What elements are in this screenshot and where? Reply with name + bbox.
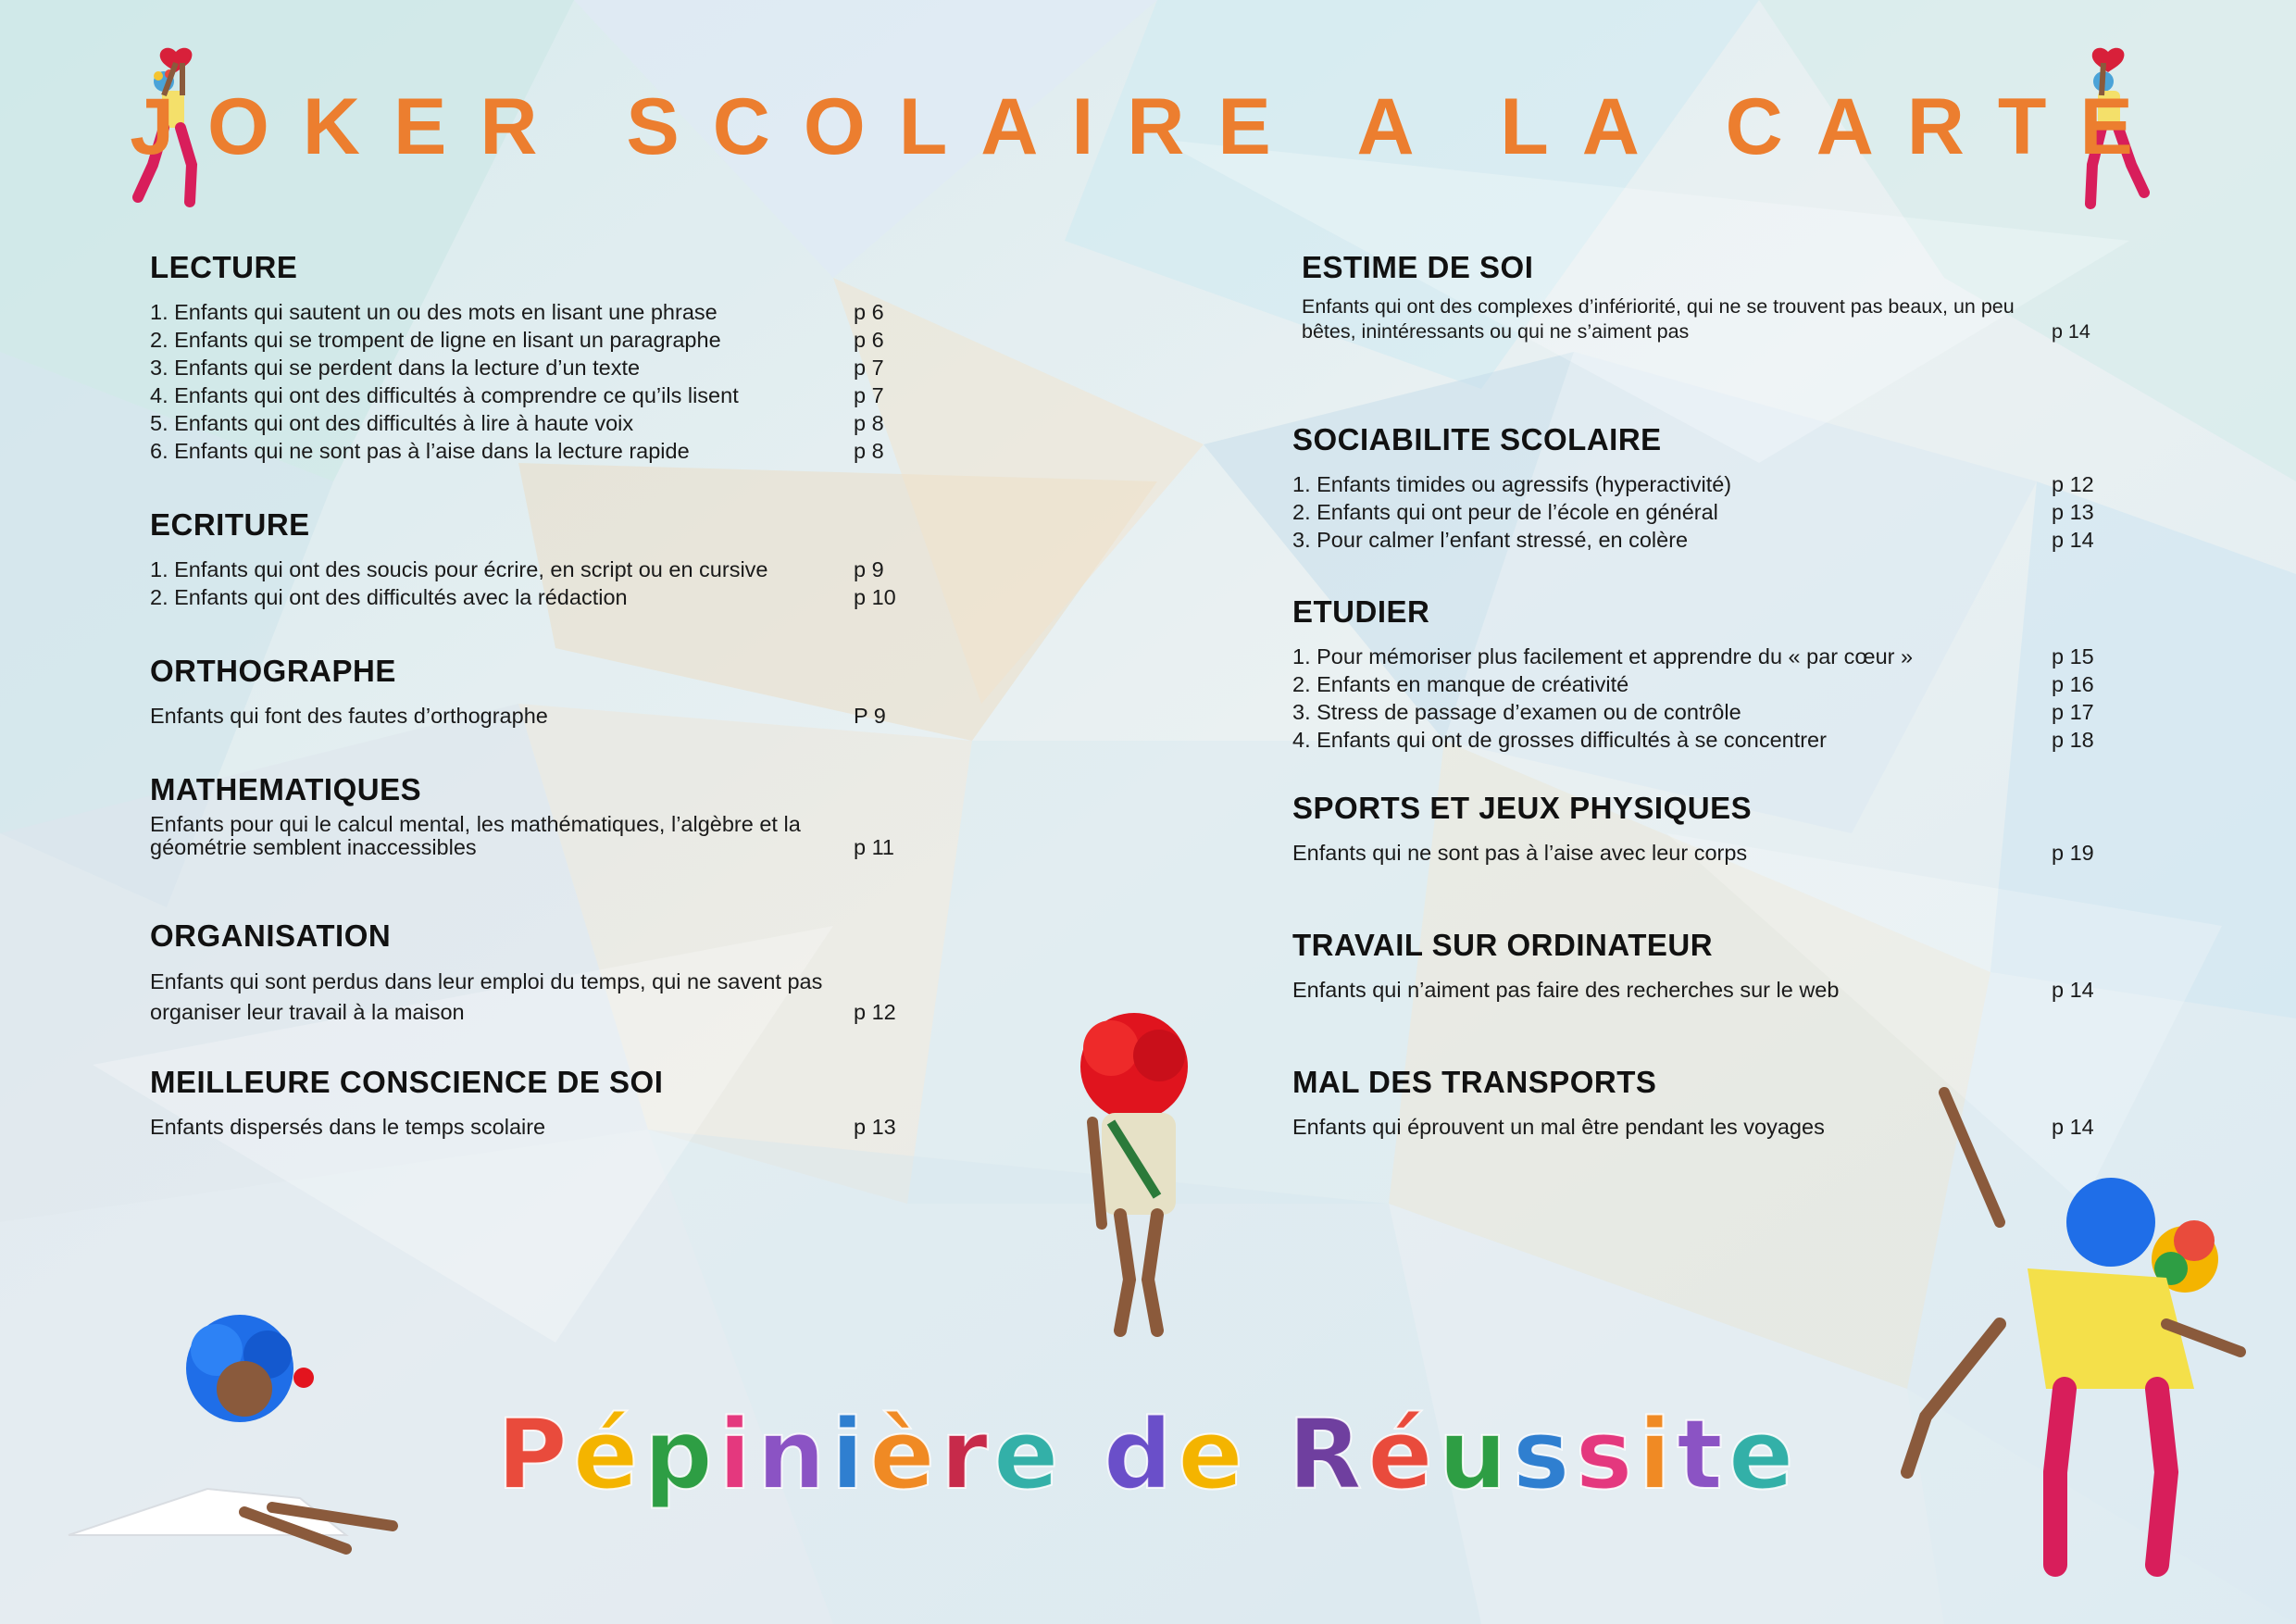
- item-page: P 9: [854, 704, 886, 728]
- item-text: 5. Enfants qui ont des difficultés à lire à haute voix: [150, 411, 634, 435]
- section-heading: MEILLEURE CONSCIENCE DE SOI: [150, 1065, 664, 1099]
- brand-letter: R: [1288, 1398, 1368, 1511]
- item-text: Enfants pour qui le calcul mental, les mathématiques, l’algèbre et la géométrie semblent inaccessibles: [150, 812, 801, 859]
- section-ecriture: [150, 507, 909, 611]
- item-page: p 14: [2052, 1115, 2094, 1139]
- item-text: 2. Enfants qui ont des difficultés avec la rédaction: [150, 585, 628, 609]
- item-page: p 11: [854, 835, 894, 859]
- item-page: p 12: [854, 1000, 896, 1024]
- brand-space: [1065, 1398, 1104, 1511]
- item-page: p 17: [2052, 700, 2094, 724]
- item-page: p 7: [854, 383, 884, 407]
- item-text: 1. Enfants qui sautent un ou des mots en lisant une phrase: [150, 300, 718, 324]
- section-lecture: [150, 250, 909, 465]
- brand-letter: r: [940, 1398, 994, 1511]
- list-item: [150, 326, 909, 354]
- list-item: [1292, 1113, 2107, 1141]
- list-item: [150, 409, 909, 437]
- item-text: Enfants dispersés dans le temps scolaire: [150, 1115, 546, 1139]
- brand-letter: e: [993, 1398, 1065, 1511]
- section-organisation: [150, 918, 909, 1028]
- list-item: [1292, 726, 2107, 754]
- item-page: p 15: [2052, 644, 2094, 668]
- item-text: 2. Enfants en manque de créativité: [1292, 672, 1629, 696]
- item-text: 4. Enfants qui ont de grosses difficultés à se concentrer: [1292, 728, 1827, 752]
- list-item: [150, 437, 909, 465]
- item-page: p 10: [854, 585, 896, 609]
- list-item: [150, 813, 909, 859]
- list-item: [1292, 839, 2107, 867]
- list-item: [150, 702, 909, 730]
- list-item: [150, 381, 909, 409]
- brand-letter: i: [830, 1398, 870, 1511]
- section-estime-de-soi: [1302, 250, 2107, 344]
- brand-letter: s: [1575, 1398, 1639, 1511]
- item-text: 3. Stress de passage d’examen ou de contrôle: [1292, 700, 1741, 724]
- section-heading: ORGANISATION: [150, 918, 392, 953]
- section-mal-des-transports: [1292, 1065, 2107, 1141]
- item-text: Enfants qui sont perdus dans leur emploi du temps, qui ne savent pas organiser leur travail à la maison: [150, 969, 823, 1024]
- item-page: p 18: [2052, 728, 2094, 752]
- item-text: 1. Enfants timides ou agressifs (hyperactivité): [1292, 472, 1732, 496]
- page-title: JOKER SCOLAIRE A LA CARTE: [130, 82, 2166, 171]
- section-heading: SOCIABILITE SCOLAIRE: [1292, 422, 1662, 456]
- brand-letter: p: [643, 1398, 718, 1511]
- brand-letter: e: [1728, 1398, 1800, 1511]
- brand-letter: é: [572, 1398, 644, 1511]
- section-heading: SPORTS ET JEUX PHYSIQUES: [1292, 791, 1753, 825]
- item-page: p 7: [854, 356, 884, 380]
- section-heading: TRAVAIL SUR ORDINATEUR: [1292, 928, 1714, 962]
- item-text: 4. Enfants qui ont des difficultés à comprendre ce qu’ils lisent: [150, 383, 739, 407]
- list-item: [150, 556, 909, 583]
- list-item: [150, 583, 909, 611]
- brand-letter: P: [496, 1398, 573, 1511]
- item-page: p 13: [2052, 500, 2094, 524]
- brand-letter: i: [1638, 1398, 1678, 1511]
- section-orthographe: [150, 654, 909, 730]
- item-text: 3. Enfants qui se perdent dans la lecture d’un texte: [150, 356, 641, 380]
- list-item: [150, 354, 909, 381]
- item-page: p 14: [2052, 978, 2094, 1002]
- item-page: p 6: [854, 328, 884, 352]
- section-sociabilite-scolaire: [1292, 422, 2107, 554]
- item-page: p 8: [854, 439, 884, 463]
- brand-letter: t: [1677, 1398, 1728, 1511]
- item-text: Enfants qui ont des complexes d’infériorité, qui ne se trouvent pas beaux, un peu bêtes, inintéressants ou qui ne s’aiment pas: [1302, 295, 2015, 343]
- item-text: 1. Pour mémoriser plus facilement et apprendre du « par cœur »: [1292, 644, 1914, 668]
- clown-figure-center: [1055, 1011, 1222, 1344]
- item-page: p 9: [854, 557, 884, 581]
- list-item: [1292, 670, 2107, 698]
- item-text: Enfants qui éprouvent un mal être pendant les voyages: [1292, 1115, 1825, 1139]
- list-item: [1292, 976, 2107, 1004]
- section-heading: MAL DES TRANSPORTS: [1292, 1065, 1657, 1099]
- item-page: p 6: [854, 300, 884, 324]
- list-item: [1292, 470, 2107, 498]
- brand-title: [0, 1398, 2296, 1511]
- section-sports: [1292, 791, 2107, 867]
- item-page: p 14: [2052, 528, 2094, 552]
- item-page: p 16: [2052, 672, 2094, 696]
- brand-space: [1249, 1398, 1288, 1511]
- item-text: Enfants qui n’aiment pas faire des recherches sur le web: [1292, 978, 1840, 1002]
- brand-letter: e: [1178, 1398, 1249, 1511]
- list-item: [150, 298, 909, 326]
- item-text: 3. Pour calmer l’enfant stressé, en colère: [1292, 528, 1689, 552]
- item-text: 2. Enfants qui ont peur de l’école en général: [1292, 500, 1718, 524]
- section-heading: LECTURE: [150, 250, 298, 284]
- section-etudier: [1292, 594, 2107, 754]
- item-page: p 19: [2052, 841, 2094, 865]
- list-item: [1292, 643, 2107, 670]
- item-text: 1. Enfants qui ont des soucis pour écrire, en script ou en cursive: [150, 557, 768, 581]
- brand-letter: é: [1367, 1398, 1439, 1511]
- brand-letter: s: [1512, 1398, 1576, 1511]
- section-heading: ESTIME DE SOI: [1302, 250, 1534, 284]
- brand-letter: n: [756, 1398, 831, 1511]
- section-heading: ORTHOGRAPHE: [150, 654, 396, 688]
- brand-letter: d: [1103, 1398, 1179, 1511]
- list-item: [1292, 526, 2107, 554]
- item-text: 6. Enfants qui ne sont pas à l’aise dans la lecture rapide: [150, 439, 690, 463]
- item-page: p 8: [854, 411, 884, 435]
- item-text: 2. Enfants qui se trompent de ligne en lisant un paragraphe: [150, 328, 721, 352]
- section-heading: ETUDIER: [1292, 594, 1430, 629]
- list-item: [150, 967, 909, 1028]
- item-text: Enfants qui ne sont pas à l’aise avec leur corps: [1292, 841, 1748, 865]
- brand-letter: u: [1438, 1398, 1513, 1511]
- item-page: p 12: [2052, 472, 2094, 496]
- item-page: p 13: [854, 1115, 896, 1139]
- brand-letter: è: [869, 1398, 941, 1511]
- section-meilleure-conscience: [150, 1065, 909, 1141]
- item-text: Enfants qui font des fautes d’orthographe: [150, 704, 548, 728]
- section-heading: MATHEMATIQUES: [150, 772, 422, 806]
- section-heading: ECRITURE: [150, 507, 310, 542]
- section-mathematiques: [150, 772, 909, 859]
- list-item: [150, 1113, 909, 1141]
- list-item: [1292, 498, 2107, 526]
- section-travail-ordinateur: [1292, 928, 2107, 1004]
- list-item: [1292, 698, 2107, 726]
- list-item: [1302, 294, 2107, 344]
- brand-letter: i: [718, 1398, 757, 1511]
- item-page: p 14: [2052, 320, 2090, 343]
